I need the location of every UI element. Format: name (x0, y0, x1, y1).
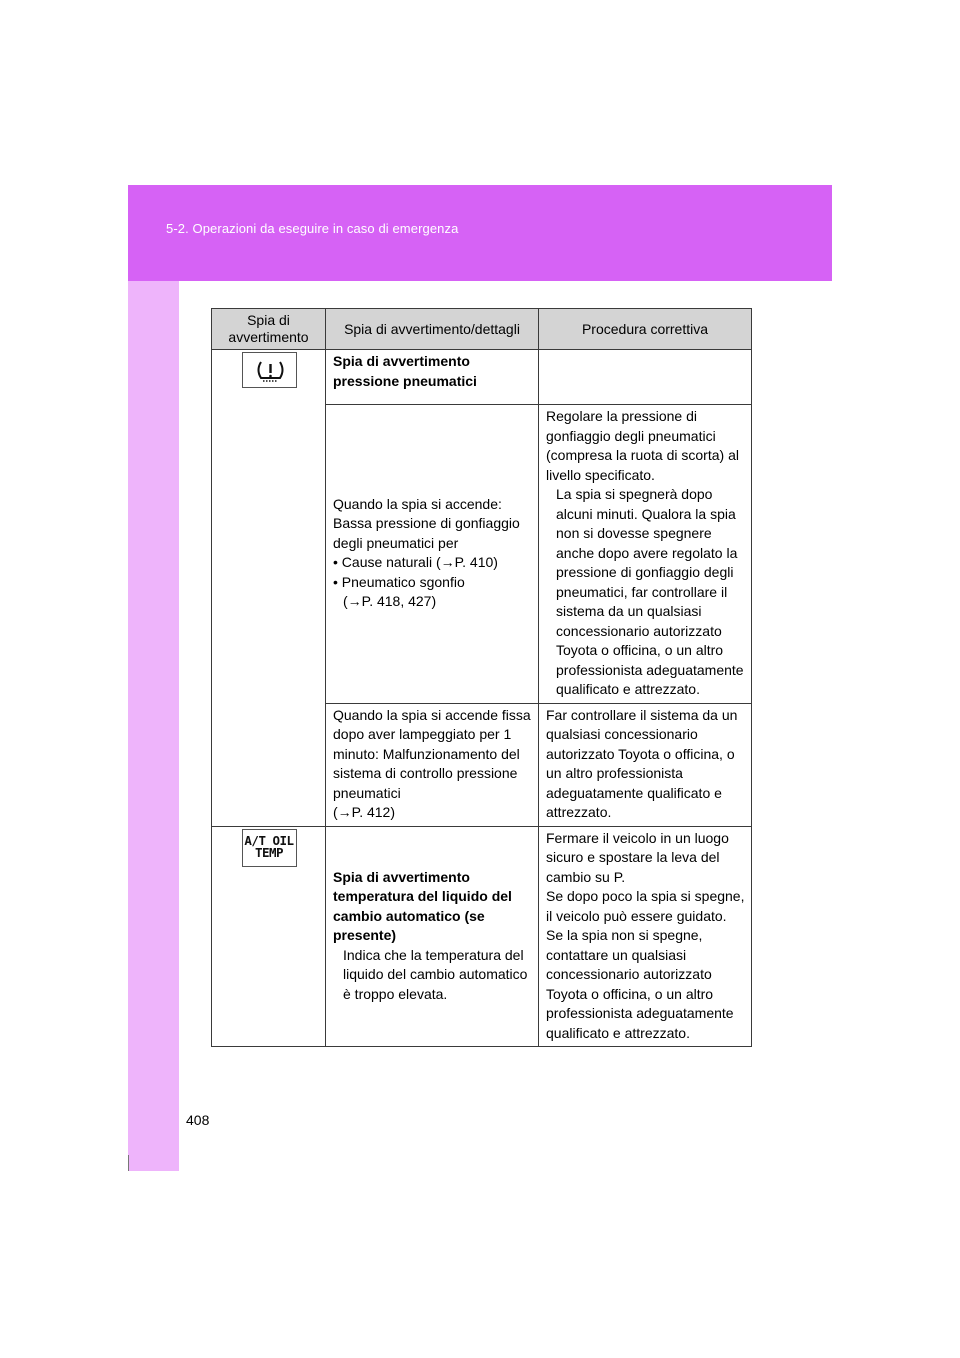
tire-malfunction-procedure: Far controllare il sistema da un qualsiasi concessionario autorizzato Toyota o officina, o un altro professionista adeguatamente qualificato e attrezzato. (539, 703, 752, 826)
atf-icon-line2: TEMP (254, 844, 284, 860)
tire-case1-intro: Quando la spia si accende: Bassa pressione di gonfiaggio degli pneumatici per (333, 495, 520, 551)
atf-oil-temp-icon (242, 829, 297, 867)
table-header-row (212, 309, 752, 350)
tire-case2-condition: Quando la spia si accende fissa dopo aver lampeggiato per 1 minuto: Malfunzionamento del sistema di controllo pressione pneumatici (333, 706, 531, 801)
tire-case1-note: La spia si spegnerà dopo alcuni minuti. Qualora la spia non si dovesse spegnere anche dopo avere regolato la pressione di gonfiaggio degli pneumatici, far controllare il sistema da un qualsiasi concessionario autorizzato Toyota o officina, o un altro professionista adeguatamente qualificato e attrezzato. (556, 486, 744, 697)
table-row (212, 826, 752, 1047)
atf-icon-cell (212, 826, 326, 1047)
atf-warning-detail (326, 826, 539, 1047)
atf-warning-description: Indica che la temperatura del liquido del cambio automatico è troppo elevata. (343, 946, 528, 1002)
section-title: 5-2. Operazioni da eseguire in caso di emergenza (166, 221, 459, 236)
column-header-details: Spia di avvertimento/dettagli (326, 309, 539, 350)
table-row (212, 350, 752, 405)
page-number: 408 (186, 1112, 210, 1128)
column-header-light: Spia di avvertimento (212, 309, 326, 350)
atf-procedure (539, 826, 752, 1047)
atf-icon-line1: A/T OIL (244, 832, 294, 848)
side-tab-strip (128, 281, 179, 1171)
tire-bullet-flat: • Pneumatico sgonfio (333, 573, 465, 590)
atf-warning-title: Spia di avvertimento temperatura del liquido del cambio automatico (se presente) (333, 868, 512, 943)
crop-mark (128, 1155, 129, 1171)
tire-case1-action: Regolare la pressione di gonfiaggio degli pneumatici (compresa la ruota di scorta) al livello specificato. (546, 408, 739, 483)
tire-icon-cell (212, 350, 326, 827)
tire-bullet-natural-causes: • Cause naturali (→P. 410) (333, 554, 498, 571)
tire-case2-ref: (→P. 412) (333, 804, 395, 820)
tire-malfunction-detail (326, 703, 539, 826)
warning-lights-table (211, 308, 752, 1047)
tire-pressure-warning-icon (242, 352, 297, 388)
atf-action-contact: Se dopo poco la spia si spegne, il veicolo può essere guidato. Se la spia non si spegne, contattare un qualsiasi concessionario autorizzato Toyota o officina, o un altro professionista adeguatamente qualificato e attrezzato. (546, 888, 745, 1041)
tire-bullet-flat-ref: (→P. 418, 427) (343, 593, 437, 610)
atf-action-stop: Fermare il veicolo in un luogo sicuro e spostare la leva del cambio su P. (546, 829, 729, 885)
column-header-procedure: Procedura correttiva (539, 309, 752, 350)
tire-low-pressure-detail (326, 405, 539, 704)
tire-warning-title: Spia di avvertimento pressione pneumatici (326, 350, 539, 405)
tire-low-pressure-procedure (539, 405, 752, 704)
empty-cell (539, 350, 752, 405)
